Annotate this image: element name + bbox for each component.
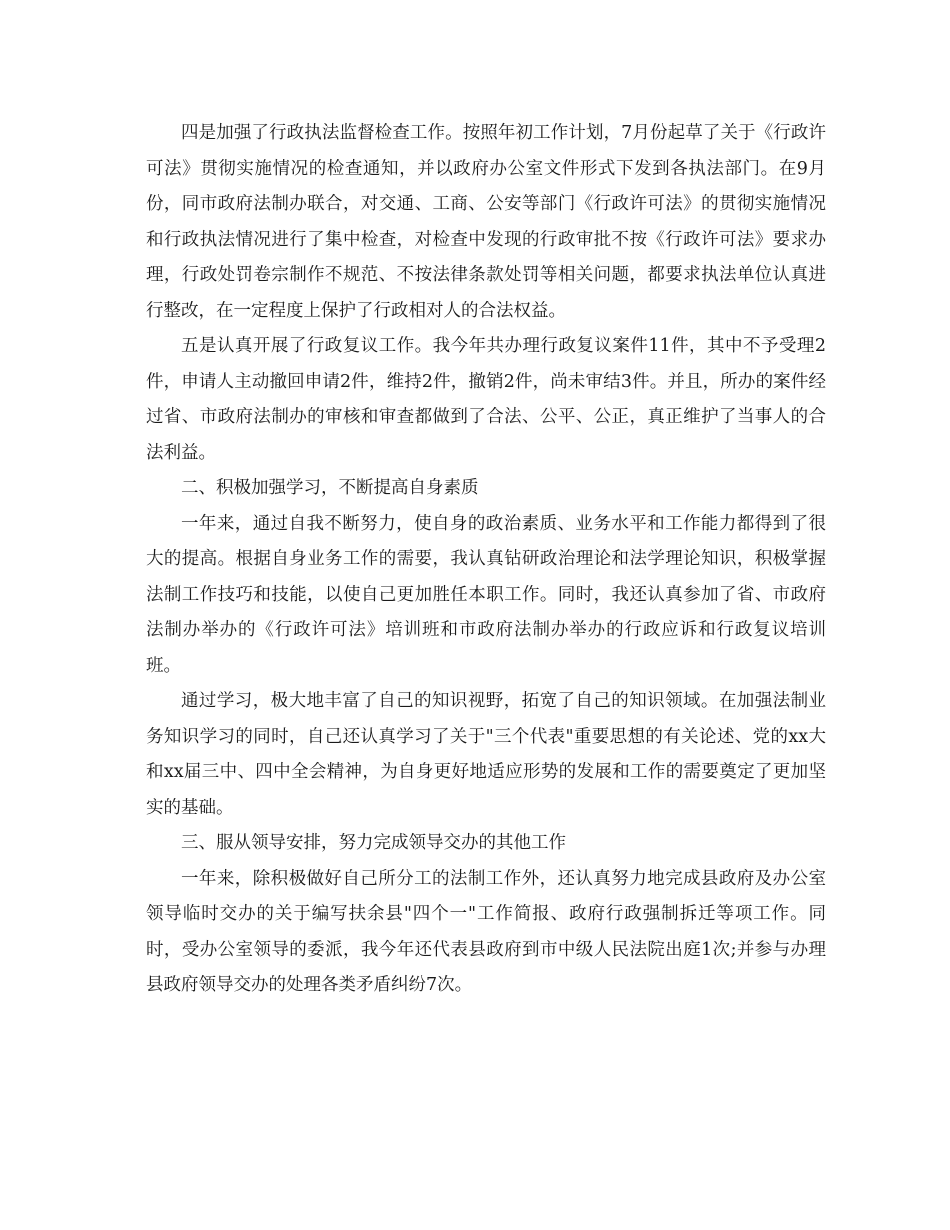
section-heading-study: 二、积极加强学习，不断提高自身素质 <box>181 478 479 498</box>
paragraph-reconsideration: 五是认真开展了行政复议工作。我今年共办理行政复议案件11件，其中不予受理2件，申请人主动撤回申请2件，维持2件，撤销2件，尚未审结3件。并且，所办的案件经过省、市政府法制办的审核和审查都做到了合法、公平、公正，真正维护了当事人的合法利益。 <box>146 336 826 463</box>
paragraph-other-work: 一年来，除积极做好自己所分工的法制工作外，还认真努力地完成县政府及办公室领导临时交办的关于编写扶余县"四个一"工作简报、政府行政强制拆迁等项工作。同时，受办公室领导的委派，我今年还代表县政府到市中级人民法院出庭1次;并参与办理县政府领导交办的处理各类矛盾纠纷7次。 <box>146 868 826 995</box>
paragraph-study-2: 通过学习，极大地丰富了自己的知识视野，拓宽了自己的知识领域。在加强法制业务知识学习的同时，自己还认真学习了关于"三个代表"重要思想的有关论述、党的xx大和xx届三中、四中全会精神，为自身更好地适应形势的发展和工作的需要奠定了更加坚实的基础。 <box>146 691 826 818</box>
paragraph-supervision: 四是加强了行政执法监督检查工作。按照年初工作计划，7月份起草了关于《行政许可法》贯彻实施情况的检查通知，并以政府办公室文件形式下发到各执法部门。在9月份，同市政府法制办联合，对交通、工商、公安等部门《行政许可法》的贯彻实施情况和行政执法情况进行了集中检查，对检查中发现的行政审批不按《行政许可法》要求办理，行政处罚卷宗制作不规范、不按法律条款处罚等相关问题，都要求执法单位认真进行整改，在一定程度上保护了行政相对人的合法权益。 <box>146 123 826 321</box>
paragraph-study-1: 一年来，通过自我不断努力，使自身的政治素质、业务水平和工作能力都得到了很大的提高。根据自身业务工作的需要，我认真钻研政治理论和法学理论知识，积极掌握法制工作技巧和技能，以使自己更加胜任本职工作。同时，我还认真参加了省、市政府法制办举办的《行政许可法》培训班和市政府法制办举办的行政应诉和行政复议培训班。 <box>146 513 826 676</box>
section-heading-other-work: 三、服从领导安排，努力完成领导交办的其他工作 <box>181 833 566 853</box>
document-page <box>146 116 826 1004</box>
